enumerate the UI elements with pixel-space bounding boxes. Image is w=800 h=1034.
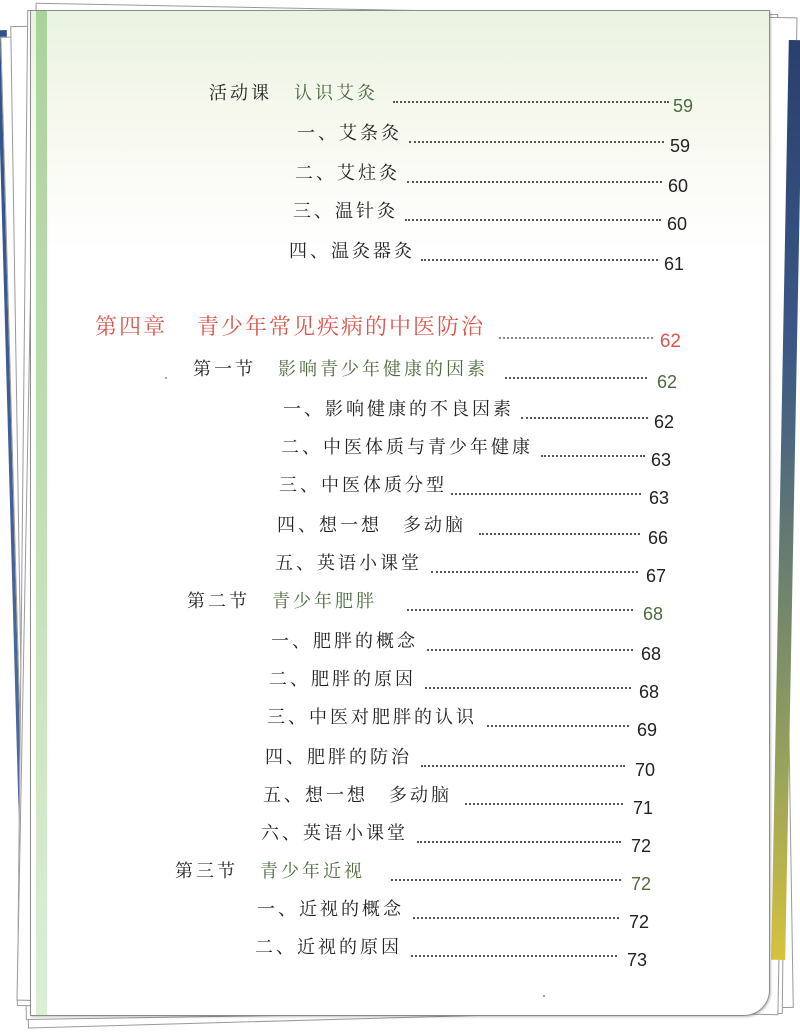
toc-item-row[interactable] — [271, 623, 661, 664]
toc-item-label: 五、想一想 多动脑 — [263, 785, 452, 806]
toc-item-label: 五、英语小课堂 — [275, 553, 422, 574]
toc-item-label: 三、中医对肥胖的认识 — [267, 707, 477, 728]
toc-item-label: 一、影响健康的不良因素 — [283, 399, 514, 420]
dot-leader — [521, 417, 648, 419]
toc-page — [30, 10, 770, 1016]
dot-leader — [451, 493, 641, 495]
toc-item-label: 一、艾条灸 — [297, 123, 402, 144]
toc-item-label: 二、艾炷灸 — [295, 163, 400, 184]
page-number: 63 — [648, 488, 669, 508]
toc-item-label: 六、英语小课堂 — [261, 823, 408, 844]
dot-leader — [431, 571, 638, 573]
toc-section-row[interactable] — [175, 853, 651, 894]
toc-item-label: 二、肥胖的原因 — [269, 669, 416, 690]
dot-leader — [427, 649, 633, 651]
dot-leader — [411, 955, 617, 957]
toc-section-label: 第三节 青少年近视 — [175, 861, 365, 882]
dot-leader — [413, 917, 619, 919]
page-number: 72 — [630, 874, 651, 894]
print-speck — [165, 377, 167, 379]
page-number: 60 — [666, 214, 687, 234]
dot-leader — [487, 725, 629, 727]
toc-chapter-row[interactable] — [95, 311, 681, 352]
toc-item-label: 一、近视的概念 — [257, 899, 404, 920]
toc-item-row[interactable] — [289, 233, 684, 274]
toc-item-label: 四、温灸器灸 — [289, 241, 415, 262]
toc-item-label: 三、中医体质分型 — [279, 475, 447, 496]
dot-leader — [465, 803, 623, 805]
page-number: 66 — [647, 528, 668, 548]
page-number: 69 — [636, 720, 657, 740]
dot-leader — [421, 765, 625, 767]
page-margin-stripe — [36, 11, 47, 1015]
toc-section-row[interactable] — [193, 351, 677, 392]
dot-leader — [407, 609, 633, 611]
page-number: 61 — [663, 254, 684, 274]
dot-leader — [421, 259, 658, 261]
dot-leader — [409, 141, 664, 143]
page-number: 72 — [628, 912, 649, 932]
dot-leader — [541, 455, 645, 457]
toc-item-row[interactable] — [283, 391, 674, 432]
toc-item-row[interactable] — [263, 777, 653, 818]
page-number: 59 — [669, 136, 690, 156]
page-number: 68 — [642, 604, 663, 624]
page-number: 60 — [667, 176, 688, 196]
page-number: 59 — [672, 96, 693, 116]
page-number: 70 — [634, 760, 655, 780]
toc-item-label: 二、中医体质与青少年健康 — [281, 437, 533, 458]
dot-leader — [405, 219, 661, 221]
toc-item-row[interactable] — [281, 429, 671, 470]
page-number: 63 — [650, 450, 671, 470]
toc-item-row[interactable] — [269, 661, 659, 702]
toc-item-row[interactable] — [257, 891, 649, 932]
toc-activity-label: 活动课 认识艾灸 — [209, 83, 378, 104]
toc-item-row[interactable] — [293, 193, 687, 234]
toc-item-label: 四、肥胖的防治 — [265, 747, 412, 768]
dot-leader — [499, 337, 653, 339]
page-number: 72 — [630, 836, 651, 856]
page-number: 71 — [632, 798, 653, 818]
toc-item-row[interactable] — [277, 507, 668, 548]
page-number: 68 — [638, 682, 659, 702]
toc-item-row[interactable] — [275, 545, 666, 586]
toc-item-row[interactable] — [265, 739, 655, 780]
print-speck — [543, 995, 545, 997]
page-number: 68 — [640, 644, 661, 664]
toc-item-row[interactable] — [297, 115, 690, 156]
toc-activity-row[interactable] — [209, 75, 693, 116]
page-number: 62 — [653, 412, 674, 432]
page-number: 73 — [626, 950, 647, 970]
toc-item-label: 三、温针灸 — [293, 201, 398, 222]
toc-item-row[interactable] — [261, 815, 651, 856]
page-number: 62 — [656, 372, 677, 392]
dot-leader — [479, 533, 640, 535]
toc-item-row[interactable] — [295, 155, 688, 196]
dot-leader — [393, 101, 669, 103]
dot-leader — [417, 841, 621, 843]
toc-item-row[interactable] — [255, 929, 647, 970]
toc-section-row[interactable] — [187, 583, 663, 624]
toc-item-label: 四、想一想 多动脑 — [277, 515, 466, 536]
page-number: 62 — [659, 331, 681, 352]
dot-leader — [505, 377, 647, 379]
page-number: 67 — [645, 566, 666, 586]
toc-item-label: 一、肥胖的概念 — [271, 631, 418, 652]
toc-chapter-label: 第四章 青少年常见疾病的中医防治 — [95, 315, 486, 340]
dot-leader — [425, 687, 631, 689]
dot-leader — [391, 879, 621, 881]
toc-item-row[interactable] — [279, 467, 669, 508]
toc-section-label: 第二节 青少年肥胖 — [187, 591, 377, 612]
toc-section-label: 第一节 影响青少年健康的因素 — [193, 359, 488, 380]
toc-item-row[interactable] — [267, 699, 657, 740]
toc-item-label: 二、近视的原因 — [255, 937, 402, 958]
dot-leader — [407, 181, 662, 183]
